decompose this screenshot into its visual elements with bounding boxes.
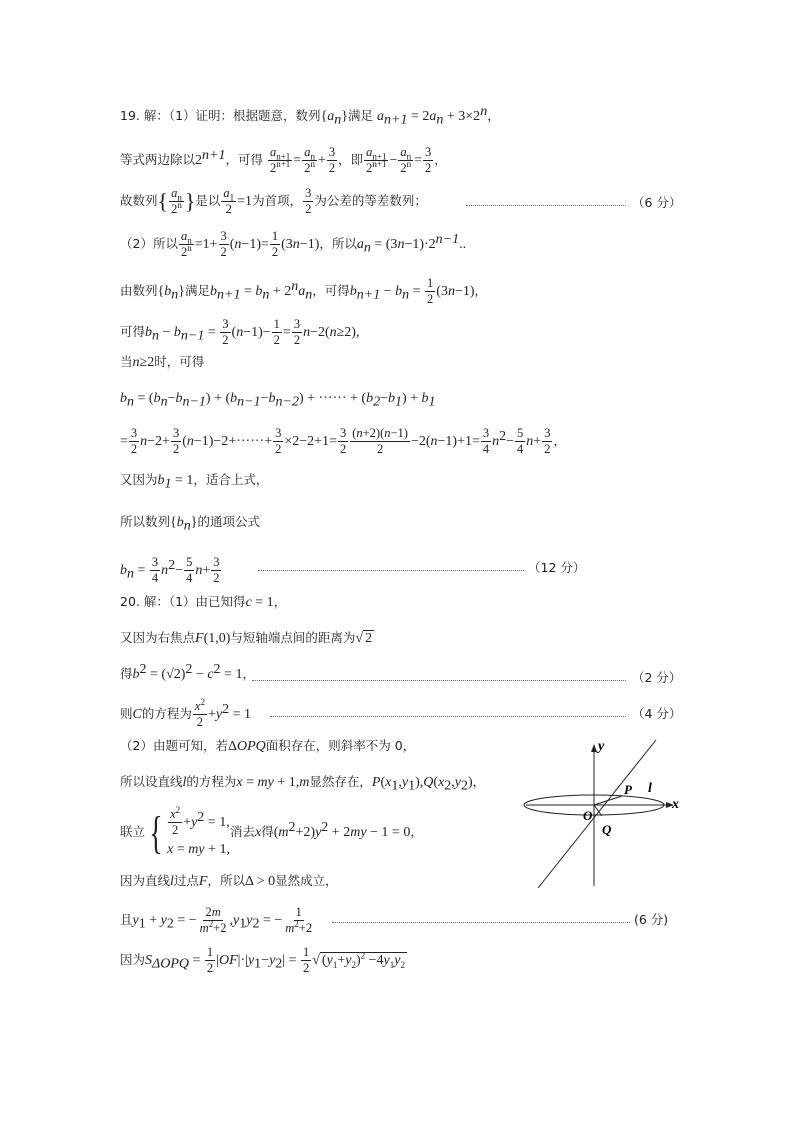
x-axis-label: x bbox=[672, 797, 679, 812]
q19-line-1: 19. 解：（1）证明：根据题意，数列$\{a_n\}$满足 $a_{n+1} = 2a_n + 3\times 2^n$， bbox=[120, 103, 500, 128]
q19-line-5: 由数列$\{b_n\}$满足$b_{n+1} = b_n + 2^na_n$，可得$b_{n+1} - b_n$ = $\frac{1}{2}$ (3n−1)， bbox=[120, 276, 488, 307]
q19-line-6: 可得$b_n - b_{n-1}$ = $\frac{3}{2}$ (n−1)− $\frac{1}{2}$ = $\frac{3}{2}$ n−2(n≥2), bbox=[120, 317, 360, 348]
segment-op bbox=[594, 796, 622, 805]
ellipse-line-figure bbox=[516, 736, 686, 892]
q20-line-6: 所以设直线l的方程为x = my + 1,m显然存在，$P(x_1,y_1),Q(x_2,y_2)$， bbox=[120, 774, 486, 794]
q19-line-7: 当n≥2时，可得 bbox=[120, 354, 205, 370]
line-l bbox=[538, 740, 656, 888]
y-axis-label: y bbox=[598, 739, 605, 754]
leader-dots bbox=[466, 205, 626, 206]
q19-line-11: 所以数列$\{b_n\}$的通项公式 bbox=[120, 514, 260, 534]
leader-dots bbox=[258, 570, 524, 571]
q20-line-5: （2）由题可知，若ΔOPQ面积存在，则斜率不为 0， bbox=[120, 738, 416, 754]
score-mark: （2 分） bbox=[632, 670, 682, 685]
q20-line-1: 20. 解：（1）由已知得c = 1， bbox=[120, 594, 287, 610]
q19-line-12: $b_n$ = $\frac{3}{4}$ $n^2-$ $\frac{5}{4}$ n+ $\frac{3}{2}$ bbox=[120, 555, 220, 586]
score-mark: （6 分） bbox=[632, 195, 682, 210]
leader-dots bbox=[252, 680, 626, 681]
score-mark: (6 分) bbox=[634, 912, 669, 927]
q20-line-3: 得$b^2 = (√2)^2 - c^2 = 1$， bbox=[120, 661, 255, 682]
y-axis-arrow bbox=[591, 744, 597, 752]
line-l-label: l bbox=[648, 781, 652, 796]
leader-dots bbox=[332, 922, 630, 923]
score-mark: （12 分） bbox=[528, 560, 586, 575]
q19-line-4: （2）所以 $\frac{a_n}{2^n}$ =1+ $\frac{3}{2}$ (n−1)= $\frac{1}{2}$ (3n−1)，所以$a_n = (3n-1)\cdot 2^{n-1}$.. bbox=[120, 229, 467, 260]
q20-line-9: 且$y_1 + y_2$ = − $\frac{2m}{m^2+2}$ $,y_1y_2$ = − $\frac{1}{m^2+2}$ bbox=[120, 905, 313, 936]
q19-line-10: 又因为$b_1 = 1$，适合上式， bbox=[120, 472, 269, 492]
origin-label: O bbox=[583, 808, 593, 823]
score-mark: （4 分） bbox=[632, 706, 682, 721]
q20-line-7: 联立 { $\frac{x^2}{2}$ $+y^2 = 1$, x = my + 1, 消去x得$(m^2+2)y^2 + 2my - 1 = 0$， bbox=[120, 804, 423, 858]
point-q-label: Q bbox=[602, 822, 612, 837]
point-p-label: P bbox=[624, 782, 632, 797]
q19-line-3: 故数列{ $\frac{a_n}{2^n}$ }是以 $\frac{a_1}{2}$ =1为首项， $\frac{3}{2}$ 为公差的等差数列； bbox=[120, 186, 427, 217]
leader-dots bbox=[270, 716, 626, 717]
segment-oq bbox=[594, 805, 602, 816]
q20-line-8: 因为直线l过点F，所以Δ > 0显然成立， bbox=[120, 873, 338, 889]
q20-line-4: 则C的方程为 $\frac{x^2}{2}$ $+y^2 = 1$ bbox=[120, 696, 251, 730]
q20-line-10: 因为$S_{\Delta OPQ}$ = $\frac{1}{2}$ $|OF|\cdot|y_1-y_2|$ = $\frac{1}{2}$ √ $(y_1+y_2)^2 -4y_1y_2$ bbox=[120, 945, 405, 976]
q20-line-2: 又因为右焦点F(1,0)与短轴端点间的距离为√ 2 bbox=[120, 630, 373, 646]
q19-line-8: $b_n = (b_n-b_{n-1}) + (b_{n-1}-b_{n-2})$ + ······ + $(b_2-b_1) + b_1$ bbox=[120, 391, 436, 410]
q19-line-9: = $\frac{3}{2}$ n−2+ $\frac{3}{2}$ (n−1)−2+······+ $\frac{3}{2}$ ×2−2+1= $\frac{3}{2}$ $\frac{(n+2)(n-1)}{2}$ −2(n−1)+1= $\frac{3}{4}$ $n^2-$ $\frac{5}{4}$ n+ $\frac{3}{2}$ ， bbox=[120, 426, 566, 457]
q19-line-2: 等式两边除以$2^{n+1}$，可得 $\frac{a_{n+1}}{2^{n+1}}$ = $\frac{a_n}{2^n}$ + $\frac{3}{2}$ ，即 $\frac{a_{n+1}}{2^{n+1}}$ − $\frac{a_n}{2^n}$ = $\frac{3}{2}$ ， bbox=[120, 145, 447, 176]
